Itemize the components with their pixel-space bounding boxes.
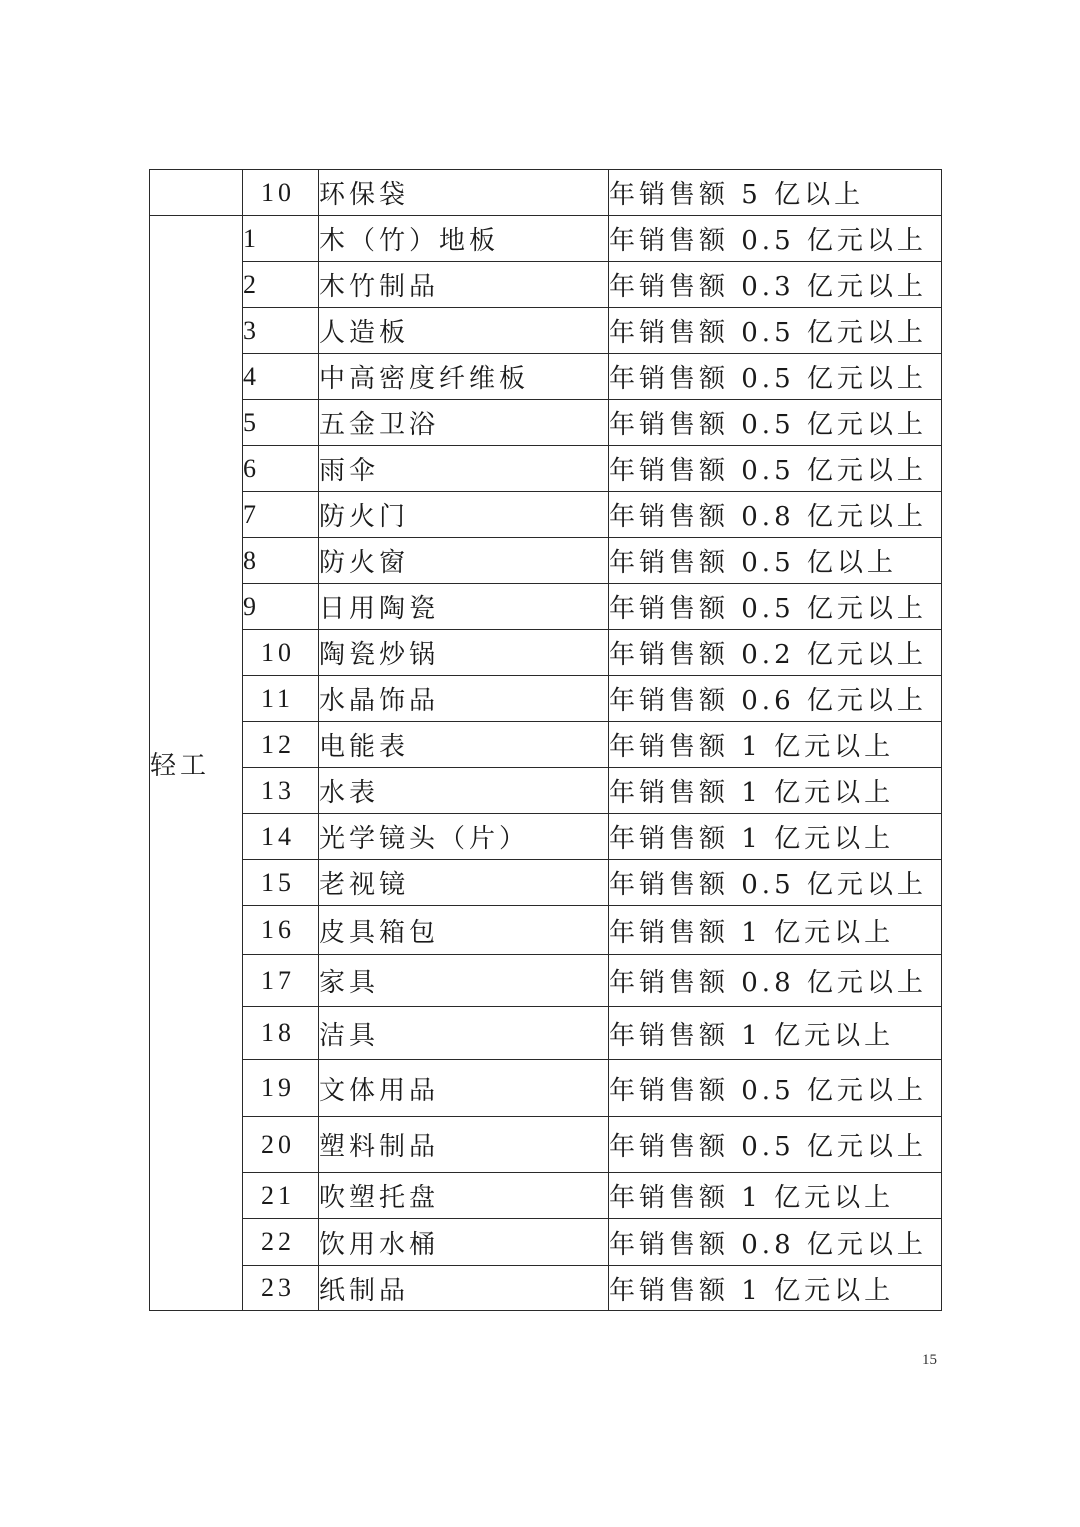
product-name: 皮具箱包	[319, 906, 609, 955]
table-row	[150, 538, 942, 584]
row-number: 2	[243, 262, 319, 308]
table-row	[150, 354, 942, 400]
sales-requirement: 年销售额 0.5 亿元以上	[609, 354, 942, 400]
table-row	[150, 400, 942, 446]
product-name: 光学镜头（片）	[319, 814, 609, 860]
sales-requirement: 年销售额 0.5 亿元以上	[609, 216, 942, 262]
row-number: 15	[243, 860, 319, 906]
product-name: 日用陶瓷	[319, 584, 609, 630]
row-number: 1	[243, 216, 319, 262]
table-row	[150, 676, 942, 722]
product-name: 电能表	[319, 722, 609, 768]
product-name: 饮用水桶	[319, 1219, 609, 1266]
row-number: 8	[243, 538, 319, 584]
sales-requirement: 年销售额 1 亿元以上	[609, 722, 942, 768]
product-name: 木竹制品	[319, 262, 609, 308]
category-cell: 轻工	[150, 216, 243, 1311]
sales-requirement: 年销售额 0.5 亿元以上	[609, 308, 942, 354]
product-name: 人造板	[319, 308, 609, 354]
row-number: 13	[243, 768, 319, 814]
product-standards-table	[149, 169, 942, 1311]
product-name: 水表	[319, 768, 609, 814]
table-row	[150, 1266, 942, 1311]
row-number: 16	[243, 906, 319, 955]
row-number: 12	[243, 722, 319, 768]
table-row	[150, 1060, 942, 1117]
sales-requirement: 年销售额 1 亿元以上	[609, 814, 942, 860]
product-name: 洁具	[319, 1007, 609, 1060]
product-name: 防火窗	[319, 538, 609, 584]
row-number: 22	[243, 1219, 319, 1266]
product-name: 吹塑托盘	[319, 1173, 609, 1219]
sales-requirement: 年销售额 0.5 亿元以上	[609, 1060, 942, 1117]
page-number: 15	[922, 1352, 937, 1368]
product-name: 纸制品	[319, 1266, 609, 1311]
sales-requirement: 年销售额 0.8 亿元以上	[609, 1219, 942, 1266]
sales-requirement: 年销售额 1 亿元以上	[609, 768, 942, 814]
table-row	[150, 446, 942, 492]
table-row	[150, 216, 942, 262]
table-row	[150, 906, 942, 955]
sales-requirement: 年销售额 0.5 亿元以上	[609, 860, 942, 906]
product-name: 五金卫浴	[319, 400, 609, 446]
table-row	[150, 584, 942, 630]
product-name: 水晶饰品	[319, 676, 609, 722]
row-number: 18	[243, 1007, 319, 1060]
product-name: 防火门	[319, 492, 609, 538]
sales-requirement: 年销售额 1 亿元以上	[609, 906, 942, 955]
product-name: 雨伞	[319, 446, 609, 492]
row-number: 14	[243, 814, 319, 860]
sales-requirement: 年销售额 1 亿元以上	[609, 1007, 942, 1060]
sales-requirement: 年销售额 0.5 亿元以上	[609, 1117, 942, 1173]
product-name: 家具	[319, 955, 609, 1007]
table-row	[150, 1173, 942, 1219]
row-number: 23	[243, 1266, 319, 1311]
product-name: 老视镜	[319, 860, 609, 906]
table-row	[150, 1219, 942, 1266]
sales-requirement: 年销售额 0.6 亿元以上	[609, 676, 942, 722]
row-number: 6	[243, 446, 319, 492]
sales-requirement: 年销售额 0.5 亿以上	[609, 538, 942, 584]
sales-requirement: 年销售额 0.8 亿元以上	[609, 492, 942, 538]
table-row	[150, 1007, 942, 1060]
product-name: 中高密度纤维板	[319, 354, 609, 400]
row-number: 9	[243, 584, 319, 630]
product-name: 木（竹）地板	[319, 216, 609, 262]
row-number: 21	[243, 1173, 319, 1219]
table-row	[150, 492, 942, 538]
row-number: 17	[243, 955, 319, 1007]
row-number: 19	[243, 1060, 319, 1117]
row-number: 10	[243, 170, 319, 216]
product-name: 文体用品	[319, 1060, 609, 1117]
sales-requirement: 年销售额 5 亿以上	[609, 170, 942, 216]
table-row-continued	[150, 170, 942, 216]
sales-requirement: 年销售额 0.5 亿元以上	[609, 584, 942, 630]
product-name: 陶瓷炒锅	[319, 630, 609, 676]
sales-requirement: 年销售额 0.5 亿元以上	[609, 446, 942, 492]
product-name: 环保袋	[319, 170, 609, 216]
row-number: 11	[243, 676, 319, 722]
sales-requirement: 年销售额 1 亿元以上	[609, 1266, 942, 1311]
row-number: 3	[243, 308, 319, 354]
table-row	[150, 308, 942, 354]
sales-requirement: 年销售额 0.3 亿元以上	[609, 262, 942, 308]
row-number: 4	[243, 354, 319, 400]
table-row	[150, 814, 942, 860]
table-row	[150, 262, 942, 308]
table-row	[150, 722, 942, 768]
table-row	[150, 955, 942, 1007]
sales-requirement: 年销售额 1 亿元以上	[609, 1173, 942, 1219]
table-row	[150, 768, 942, 814]
product-name: 塑料制品	[319, 1117, 609, 1173]
table-row	[150, 1117, 942, 1173]
row-number: 20	[243, 1117, 319, 1173]
sales-requirement: 年销售额 0.5 亿元以上	[609, 400, 942, 446]
table-row	[150, 860, 942, 906]
row-number: 10	[243, 630, 319, 676]
table-row	[150, 630, 942, 676]
category-cell-empty	[150, 170, 243, 216]
row-number: 5	[243, 400, 319, 446]
row-number: 7	[243, 492, 319, 538]
sales-requirement: 年销售额 0.2 亿元以上	[609, 630, 942, 676]
sales-requirement: 年销售额 0.8 亿元以上	[609, 955, 942, 1007]
